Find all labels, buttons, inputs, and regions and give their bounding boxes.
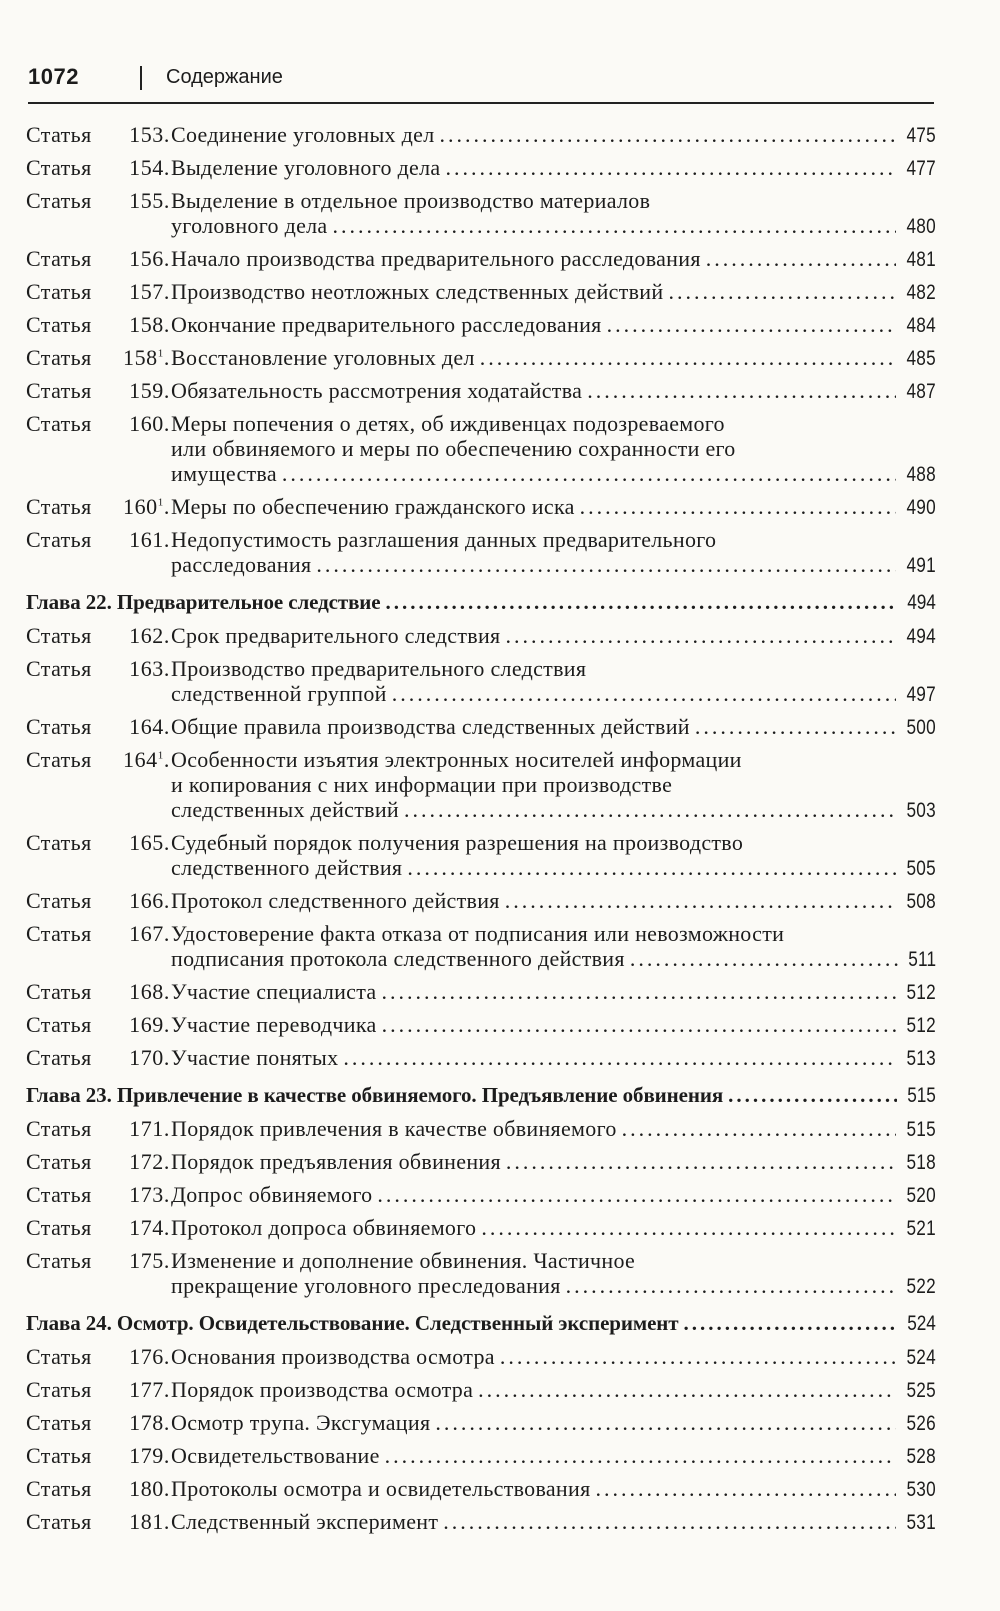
dot-leader [684,1311,898,1335]
article-title [171,1182,936,1208]
page-reference: 477 [906,157,936,180]
article-number: 164. [129,714,170,739]
dot-leader [580,494,896,519]
article-title-last-line [171,1476,936,1502]
article-number: 160. [129,411,170,436]
page-reference: 513 [906,1047,936,1070]
article-title-text: Допрос обвиняемого [171,1182,373,1207]
article-label: Статья [26,1443,92,1468]
page-reference: 503 [906,799,936,822]
toc-entry[interactable] [26,1012,936,1038]
article-title [171,1443,936,1469]
article-title-last-line [171,681,936,707]
dot-leader [392,681,896,706]
article-title-last-line [171,855,936,881]
table-of-contents [26,122,936,1542]
article-title-text: следственного действия [171,855,403,880]
toc-entry[interactable] [26,1215,936,1241]
page-reference: 497 [906,683,936,706]
page-reference: 524 [907,1312,936,1335]
dot-leader [343,1045,896,1070]
article-title-last-line [171,623,936,649]
page-reference: 475 [906,124,936,147]
page-reference: 524 [906,1346,936,1369]
page-reference: 512 [906,1014,936,1037]
article-label: Статья [26,1045,92,1070]
article-title-text: Порядок предъявления обвинения [171,1149,501,1174]
header-separator [140,66,142,90]
article-label: Статья [26,1182,92,1207]
article-title [171,1045,936,1071]
article-title-text: подписания протокола следственного действия [171,946,625,971]
article-number-superscript: 1 [157,347,164,360]
article-title-last-line [171,1509,936,1535]
article-title [171,155,936,181]
article-label: Статья [26,1248,92,1273]
dot-leader [587,378,896,403]
article-number: 172. [129,1149,170,1174]
page-reference: 494 [906,625,936,648]
chapter-title: Глава 24. Осмотр. Освидетельствование. Следственный эксперимент [26,1311,679,1335]
article-title [171,378,936,404]
chapter-heading[interactable] [26,1311,936,1336]
page-reference: 515 [907,1084,936,1107]
article-title-last-line [171,122,936,148]
chapter-title: Глава 22. Предварительное следствие [26,590,381,614]
article-title-text: Срок предварительного следствия [171,623,501,648]
article-title-line: или обвиняемого и меры по обеспечению сохранности его [171,436,736,461]
article-title [171,830,936,881]
article-number: 155. [129,188,170,213]
article-title-line: Изменение и дополнение обвинения. Частичное [171,1248,636,1273]
toc-entry[interactable] [26,122,936,148]
article-label: Статья [26,1149,92,1174]
article-label: Статья [26,279,92,304]
article-title [171,1476,936,1502]
page-reference: 526 [906,1412,936,1435]
article-title [171,747,936,823]
article-title-last-line [171,461,936,487]
dot-leader [407,855,896,880]
article-title-text: имущества [171,461,277,486]
article-label: Статья [26,1116,92,1141]
page-reference: 487 [906,380,936,403]
dot-leader [622,1116,896,1141]
dot-leader [728,1083,897,1107]
article-number: $160^1$. [122,494,170,519]
article-label: Статья [26,747,92,772]
toc-entry[interactable] [26,246,936,272]
toc-entry[interactable] [26,1443,936,1469]
article-number: 170. [129,1045,170,1070]
page-reference: 491 [906,554,936,577]
toc-entry[interactable] [26,312,936,338]
article-label: Статья [26,1377,92,1402]
article-title-line: Особенности изъятия электронных носителей информации [171,747,742,772]
article-title [171,246,936,272]
article-title-text: Меры по обеспечению гражданского иска [171,494,575,519]
toc-entry[interactable] [26,1509,936,1535]
article-label: Статья [26,312,92,337]
dot-leader [706,246,896,271]
dot-leader [505,888,896,913]
article-title-last-line [171,552,936,578]
dot-leader [333,213,897,238]
dot-leader [386,590,898,614]
dot-leader [668,279,896,304]
article-label: Статья [26,1344,92,1369]
toc-entry[interactable] [26,747,936,823]
article-title-text: Протокол допроса обвиняемого [171,1215,477,1240]
toc-entry[interactable] [26,623,936,649]
article-number: 154. [129,155,170,180]
article-title-text: Порядок привлечения в качестве обвиняемого [171,1116,617,1141]
article-number: 171. [129,1116,170,1141]
article-title-text: Выделение уголовного дела [171,155,441,180]
article-label: Статья [26,1410,92,1435]
article-number: 162. [129,623,170,648]
dot-leader [435,1410,896,1435]
dot-leader [506,1149,896,1174]
article-number: $158^1$. [122,345,170,370]
toc-entry[interactable] [26,830,936,881]
page-reference: 518 [906,1151,936,1174]
article-title [171,888,936,914]
page-header [28,62,934,104]
article-label: Статья [26,714,92,739]
page-reference: 520 [906,1184,936,1207]
page-reference: 528 [906,1445,936,1468]
article-label: Статья [26,345,92,370]
article-title [171,279,936,305]
article-title [171,122,936,148]
page-reference: 481 [906,248,936,271]
article-title-text: Производство неотложных следственных действий [171,279,664,304]
page-reference: 512 [906,981,936,1004]
toc-entry[interactable] [26,411,936,487]
toc-entry[interactable] [26,1344,936,1370]
toc-entry[interactable] [26,378,936,404]
dot-leader [607,312,896,337]
article-title-last-line [171,1273,936,1299]
article-title-text: Начало производства предварительного расследования [171,246,701,271]
article-number: 153. [129,122,170,147]
article-title [171,494,936,520]
article-number: 180. [129,1476,170,1501]
toc-entry[interactable] [26,279,936,305]
page-reference: 500 [906,716,936,739]
page-reference: 482 [906,281,936,304]
article-title-text: Протокол следственного действия [171,888,500,913]
article-title-text: Обязательность рассмотрения ходатайства [171,378,583,403]
dot-leader [404,797,896,822]
article-title-text: Освидетельствование [171,1443,380,1468]
article-title-last-line [171,1149,936,1175]
article-label: Статья [26,411,92,436]
article-label: Статья [26,122,92,147]
article-title [171,1410,936,1436]
article-title [171,1509,936,1535]
article-label: Статья [26,623,92,648]
article-title [171,656,936,707]
article-title-line: Выделение в отдельное производство материалов [171,188,651,213]
toc-entry[interactable] [26,1476,936,1502]
article-title-text: Протоколы осмотра и освидетельствования [171,1476,591,1501]
page-reference: 508 [906,890,936,913]
article-title-text: Соединение уголовных дел [171,122,435,147]
article-title-last-line [171,1012,936,1038]
article-title-last-line [171,888,936,914]
article-title-last-line [171,312,936,338]
article-label: Статья [26,656,92,681]
article-number: 179. [129,1443,170,1468]
page-reference: 511 [907,948,936,971]
article-title-last-line [171,1116,936,1142]
article-title-text: прекращение уголовного преследования [171,1273,561,1298]
article-number: 169. [129,1012,170,1037]
article-title [171,714,936,740]
toc-entry[interactable] [26,888,936,914]
article-title-last-line [171,213,936,239]
article-label: Статья [26,888,92,913]
article-label: Статья [26,246,92,271]
toc-entry[interactable] [26,1182,936,1208]
article-number: 157. [129,279,170,304]
page-reference: 525 [906,1379,936,1402]
article-title-last-line [171,1377,936,1403]
article-title-last-line [171,345,936,371]
article-label: Статья [26,921,92,946]
article-title-text: уголовного дела [171,213,328,238]
dot-leader [443,1509,896,1534]
article-number: 168. [129,979,170,1004]
article-title-line: Меры попечения о детях, об иждивенцах подозреваемого [171,411,725,436]
dot-leader [445,155,896,180]
article-number: 163. [129,656,170,681]
page-reference: 505 [906,857,936,880]
article-label: Статья [26,1509,92,1534]
article-number-superscript: 1 [157,749,164,762]
dot-leader [500,1344,896,1369]
article-title-text: Осмотр трупа. Эксгумация [171,1410,431,1435]
article-number: 165. [129,830,170,855]
article-number: 181. [129,1509,170,1534]
article-title-text: следственных действий [171,797,399,822]
article-number: $164^1$. [122,747,170,772]
dot-leader [596,1476,897,1501]
article-title-last-line [171,155,936,181]
dot-leader [282,461,896,486]
dot-leader [481,1215,896,1240]
toc-entry[interactable] [26,1377,936,1403]
article-title-line: Недопустимость разглашения данных предварительного [171,527,717,552]
page-reference: 484 [906,314,936,337]
dot-leader [385,1443,896,1468]
page-reference: 485 [906,347,936,370]
toc-entry[interactable] [26,656,936,707]
article-title [171,411,936,487]
article-title [171,345,936,371]
article-title-text: Следственный эксперимент [171,1509,439,1534]
article-title-last-line [171,1443,936,1469]
article-label: Статья [26,1476,92,1501]
article-title-line: Судебный порядок получения разрешения на производство [171,830,744,855]
toc-entry[interactable] [26,1116,936,1142]
article-title-last-line [171,1182,936,1208]
section-title: Содержание [166,66,283,88]
article-title-text: Участие специалиста [171,979,377,1004]
article-title [171,1215,936,1241]
toc-entry[interactable] [26,1045,936,1071]
article-number: 174. [129,1215,170,1240]
article-title-last-line [171,714,936,740]
toc-entry[interactable] [26,714,936,740]
article-label: Статья [26,188,92,213]
page-reference: 490 [906,496,936,519]
toc-entry[interactable] [26,979,936,1005]
dot-leader [695,714,896,739]
article-title [171,1149,936,1175]
article-number: 176. [129,1344,170,1369]
page-reference: 515 [906,1118,936,1141]
article-number: 158. [129,312,170,337]
page-reference: 522 [906,1275,936,1298]
toc-entry[interactable] [26,1410,936,1436]
article-title [171,1377,936,1403]
article-title-text: Окончание предварительного расследования [171,312,602,337]
article-title-line: Удостоверение факта отказа от подписания или невозможности [171,921,785,946]
chapter-heading[interactable] [26,590,936,615]
article-label: Статья [26,979,92,1004]
article-number: 178. [129,1410,170,1435]
article-title [171,527,936,578]
article-title-text: Восстановление уголовных дел [171,345,475,370]
toc-entry[interactable] [26,188,936,239]
article-title-line: Производство предварительного следствия [171,656,587,681]
article-number: 167. [129,921,170,946]
chapter-heading[interactable] [26,1083,936,1108]
dot-leader [439,122,896,147]
page-reference: 480 [906,215,936,238]
article-number-superscript: 1 [157,496,164,509]
article-title [171,1012,936,1038]
dot-leader [566,1273,896,1298]
article-title-last-line [171,979,936,1005]
article-label: Статья [26,494,92,519]
article-title [171,188,936,239]
dot-leader [478,1377,896,1402]
article-label: Статья [26,1215,92,1240]
article-label: Статья [26,527,92,552]
article-title-text: Порядок производства осмотра [171,1377,474,1402]
article-title-last-line [171,246,936,272]
toc-entry[interactable] [26,155,936,181]
toc-entry[interactable] [26,1248,936,1299]
article-number: 177. [129,1377,170,1402]
article-title-text: Участие переводчика [171,1012,377,1037]
article-title [171,312,936,338]
article-title [171,1248,936,1299]
article-number: 156. [129,246,170,271]
toc-entry[interactable] [26,1149,936,1175]
article-title-text: расследования [171,552,312,577]
article-title-line: и копирования с них информации при производстве [171,772,673,797]
toc-entry[interactable] [26,494,936,520]
toc-entry[interactable] [26,345,936,371]
page-reference: 488 [906,463,936,486]
dot-leader [382,1012,896,1037]
article-title [171,1116,936,1142]
toc-entry[interactable] [26,527,936,578]
article-title-text: следственной группой [171,681,387,706]
article-title [171,979,936,1005]
article-label: Статья [26,378,92,403]
article-number: 175. [129,1248,170,1273]
dot-leader [382,979,897,1004]
article-title-last-line [171,279,936,305]
page-reference: 530 [906,1478,936,1501]
dot-leader [480,345,896,370]
dot-leader [377,1182,896,1207]
page-reference: 521 [906,1217,936,1240]
article-title [171,921,936,972]
article-label: Статья [26,155,92,180]
article-number: 161. [129,527,170,552]
page-reference: 494 [907,591,936,614]
toc-entry[interactable] [26,921,936,972]
article-title-last-line [171,1410,936,1436]
article-title-last-line [171,494,936,520]
article-number: 159. [129,378,170,403]
article-label: Статья [26,1012,92,1037]
chapter-title: Глава 23. Привлечение в качестве обвиняемого. Предъявление обвинения [26,1083,724,1107]
dot-leader [630,946,898,971]
article-title-last-line [171,1344,936,1370]
article-title-text: Основания производства осмотра [171,1344,495,1369]
article-title-text: Участие понятых [171,1045,339,1070]
article-title [171,1344,936,1370]
page-reference: 531 [906,1511,936,1534]
article-number: 166. [129,888,170,913]
page-number: 1072 [28,64,79,89]
dot-leader [316,552,896,577]
article-title-last-line [171,797,936,823]
article-title-text: Общие правила производства следственных действий [171,714,690,739]
article-title [171,623,936,649]
article-title-last-line [171,1215,936,1241]
article-number: 173. [129,1182,170,1207]
article-label: Статья [26,830,92,855]
dot-leader [505,623,896,648]
article-title-last-line [171,378,936,404]
article-title-last-line [171,946,936,972]
article-title-last-line [171,1045,936,1071]
